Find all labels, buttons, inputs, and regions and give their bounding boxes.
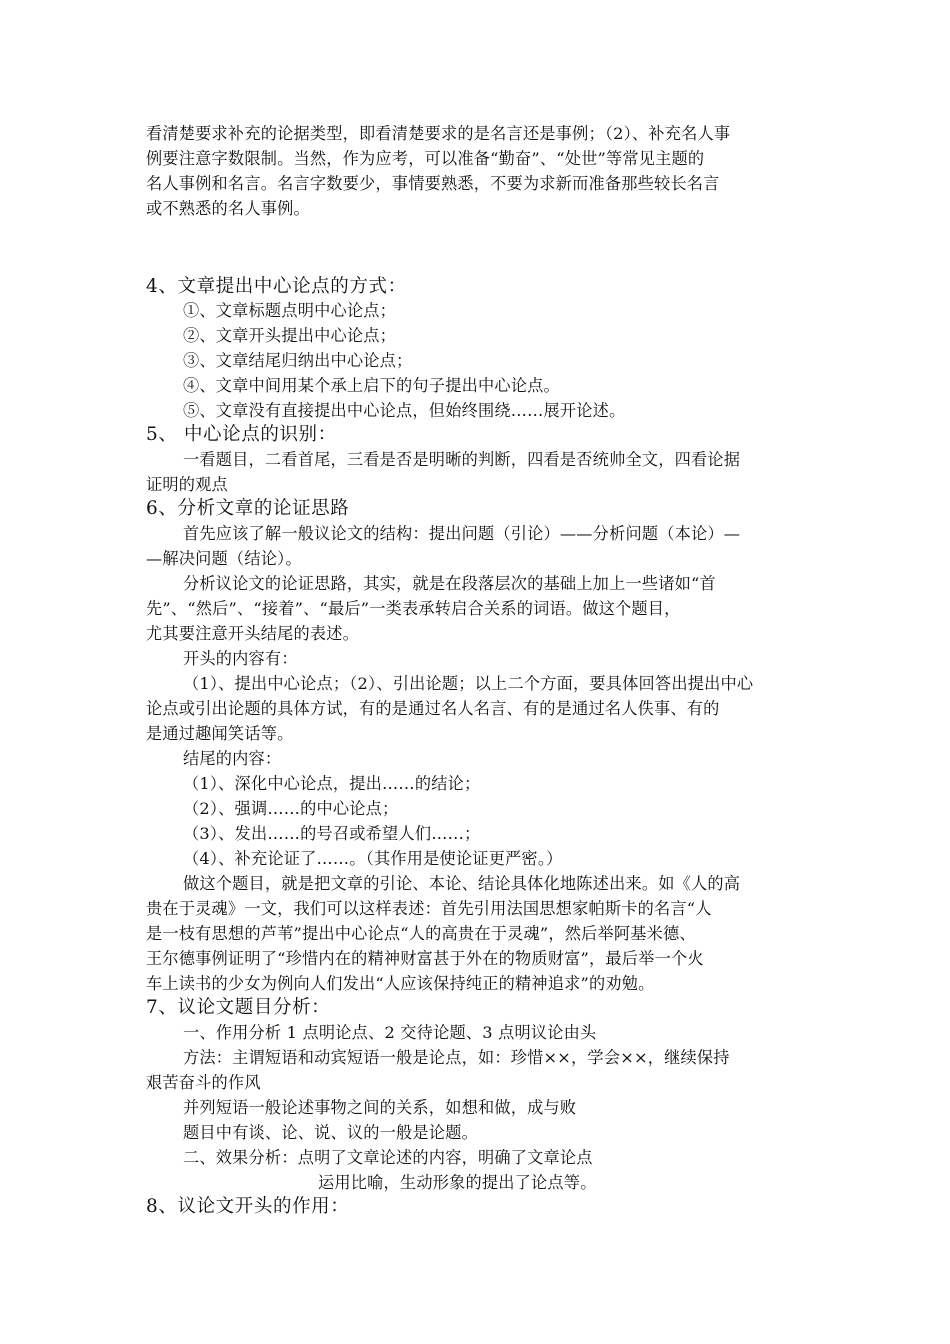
list-item: ③、文章结尾归纳出中心论点； bbox=[183, 351, 413, 370]
list-item: （4）、补充论证了……。（其作用是使论证更严密。） bbox=[183, 849, 563, 868]
paragraph-line: 是一枝有思想的芦苇”提出中心论点“人的高贵在于灵魂”，然后举阿基米德、 bbox=[146, 924, 696, 943]
paragraph-line: 车上读书的少女为例向人们发出“人应该保持纯正的精神追求”的劝勉。 bbox=[146, 974, 655, 993]
paragraph-line: 结尾的内容： bbox=[183, 749, 282, 768]
list-item: （1）、深化中心论点，提出……的结论； bbox=[183, 774, 481, 793]
paragraph-line: 例要注意字数限制。当然，作为应考，可以准备“勤奋”、“处世”等常见主题的 bbox=[146, 149, 705, 168]
paragraph-line: 看清楚要求补充的论据类型，即看清楚要求的是名言还是事例；（2）、补充名人事 bbox=[146, 124, 731, 143]
paragraph-line: 先”、“然后”、“接着”、“最后”一类表承转启合关系的词语。做这个题目， bbox=[146, 599, 681, 618]
paragraph-line: 证明的观点 bbox=[146, 475, 228, 494]
paragraph-line: 开头的内容有： bbox=[183, 649, 298, 668]
paragraph-line: 题目中有谈、论、说、议的一般是论题。 bbox=[183, 1123, 478, 1142]
paragraph-line: 一看题目，二看首尾，三看是否是明晰的判断，四看是否统帅全文，四看论据 bbox=[183, 450, 741, 469]
paragraph-line: 一、作用分析 1 点明论点、2 交待论题、3 点明议论由头 bbox=[183, 1023, 597, 1042]
paragraph-line: 或不熟悉的名人事例。 bbox=[146, 199, 310, 218]
paragraph-line: 艰苦奋斗的作风 bbox=[146, 1073, 261, 1092]
paragraph-line: 方法：主谓短语和动宾短语一般是论点，如：珍惜××，学会××，继续保持 bbox=[183, 1048, 730, 1067]
paragraph-line: 分析议论文的论证思路，其实，就是在段落层次的基础上加上一些诸如“首 bbox=[183, 574, 716, 593]
paragraph-line: 名人事例和名言。名言字数要少，事情要熟悉，不要为求新而准备那些较长名言 bbox=[146, 174, 720, 193]
paragraph-line: 并列短语一般论述事物之间的关系，如想和做，成与败 bbox=[183, 1098, 577, 1117]
paragraph-line: 是通过趣闻笑话等。 bbox=[146, 724, 294, 743]
section-heading-7: 7、议论文题目分析： bbox=[146, 997, 331, 1018]
section-heading-4: 4、文章提出中心论点的方式： bbox=[146, 276, 407, 297]
section-heading-5: 5、 中心论点的识别： bbox=[146, 424, 337, 445]
paragraph-line: 王尔德事例证明了“珍惜内在的精神财富甚于外在的物质财富”，最后举一个火 bbox=[146, 949, 704, 968]
list-item: ④、文章中间用某个承上启下的句子提出中心论点。 bbox=[183, 376, 560, 395]
paragraph-line: 二、效果分析：点明了文章论述的内容，明确了文章论点 bbox=[183, 1148, 593, 1167]
paragraph-line: 运用比喻，生动形象的提出了论点等。 bbox=[318, 1173, 597, 1192]
paragraph-line: 论点或引出论题的具体方试，有的是通过名人名言、有的是通过名人佚事、有的 bbox=[146, 699, 720, 718]
list-item: （2）、强调……的中心论点； bbox=[183, 799, 399, 818]
list-item: ①、文章标题点明中心论点； bbox=[183, 301, 397, 320]
section-heading-6: 6、分析文章的论证思路 bbox=[146, 498, 350, 519]
paragraph-line: 做这个题目，就是把文章的引论、本论、结论具体化地陈述出来。如《人的高 bbox=[183, 874, 741, 893]
paragraph-line: 首先应该了解一般议论文的结构：提出问题（引论）——分析问题（本论）— bbox=[183, 524, 741, 543]
section-heading-8: 8、议论文开头的作用： bbox=[146, 1196, 350, 1217]
list-item: （3）、发出……的号召或希望人们……； bbox=[183, 824, 481, 843]
paragraph-line: —解决问题（结论）。 bbox=[146, 549, 302, 568]
paragraph-line: 贵在于灵魂》一文，我们可以这样表述：首先引用法国思想家帕斯卡的名言“人 bbox=[146, 899, 712, 918]
list-item: ⑤、文章没有直接提出中心论点，但始终围绕……展开论述。 bbox=[183, 401, 626, 420]
paragraph-line: （1）、提出中心论点；（2）、引出论题；以上二个方面，要具体回答出提出中心 bbox=[183, 674, 754, 693]
paragraph-line: 尤其要注意开头结尾的表述。 bbox=[146, 624, 360, 643]
list-item: ②、文章开头提出中心论点； bbox=[183, 326, 397, 345]
